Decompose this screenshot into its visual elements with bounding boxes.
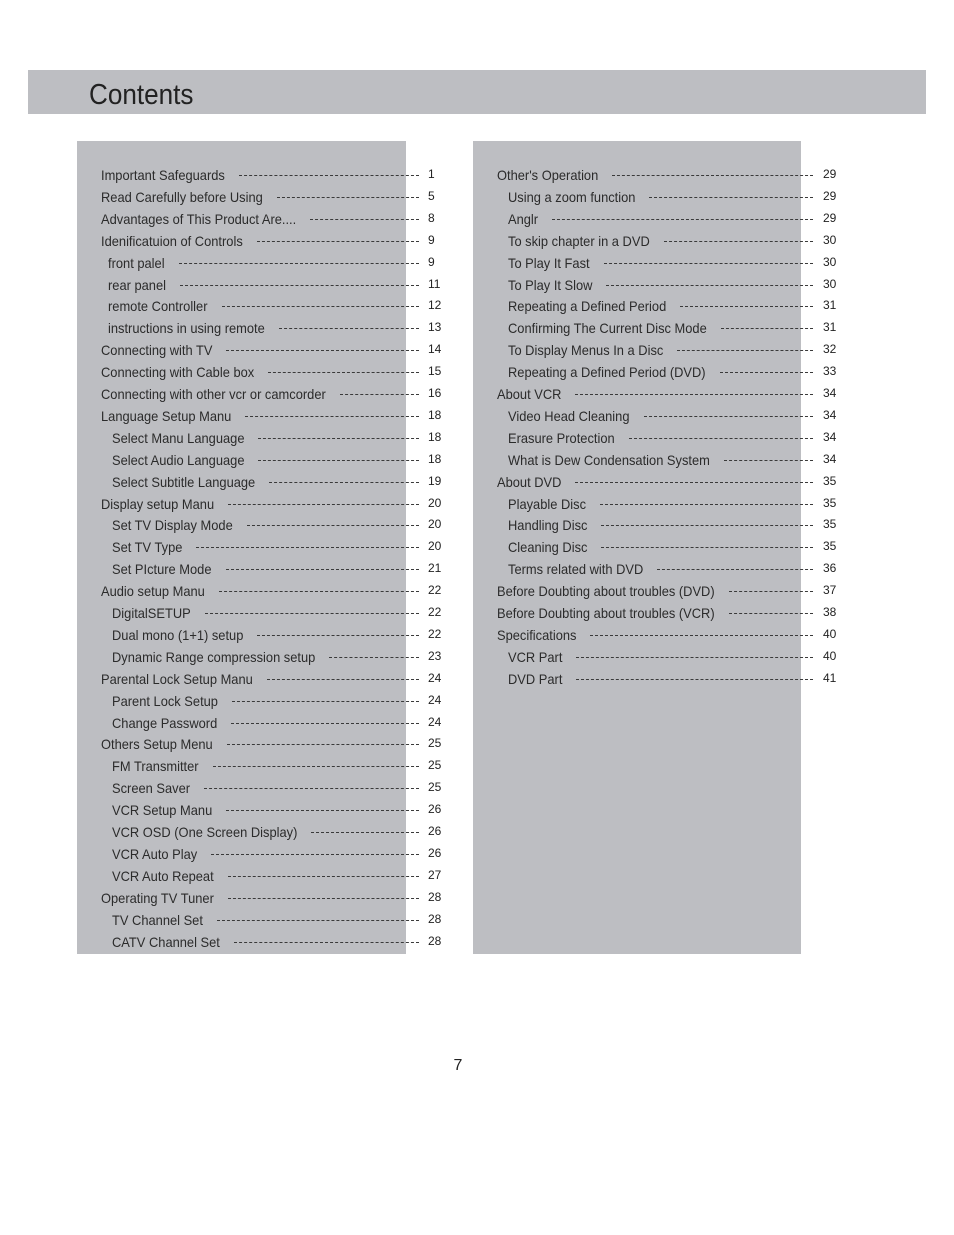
toc-entry-page: 29 <box>823 167 837 181</box>
toc-entry[interactable] <box>497 208 837 230</box>
toc-entry-page: 40 <box>823 626 837 641</box>
toc-entry-page: 38 <box>823 605 837 619</box>
toc-entry-page: 18 <box>428 407 442 422</box>
toc-entry[interactable] <box>101 427 442 449</box>
toc-entry-page: 28 <box>428 911 442 926</box>
toc-entry-page: 37 <box>823 583 837 598</box>
toc-entry[interactable] <box>101 493 442 515</box>
toc-entry-page: 11 <box>428 276 441 291</box>
toc-entry-title: VCR Auto Play <box>112 845 198 862</box>
toc-entry-page: 27 <box>428 867 442 882</box>
toc-entry-page: 36 <box>823 561 837 576</box>
toc-leader-dots <box>205 613 419 614</box>
toc-entry[interactable] <box>101 558 442 580</box>
toc-entry-title: Change Password <box>112 714 218 731</box>
toc-entry[interactable] <box>101 536 442 558</box>
toc-entry[interactable] <box>101 405 442 427</box>
toc-entry-page: 40 <box>823 648 837 663</box>
toc-entry-page: 30 <box>823 254 837 269</box>
toc-entry-page: 25 <box>428 736 442 751</box>
toc-entry[interactable] <box>497 602 837 624</box>
toc-leader-dots <box>629 438 813 439</box>
toc-entry-page: 26 <box>428 824 442 838</box>
toc-entry-title: Erasure Protection <box>508 429 615 446</box>
toc-entry-title: Set TV Type <box>112 539 183 556</box>
toc-leader-dots <box>258 438 419 439</box>
toc-leader-dots <box>213 766 419 767</box>
toc-leader-dots <box>196 547 419 548</box>
toc-entry-title: Select Audio Language <box>112 451 245 468</box>
toc-leader-dots <box>180 285 419 286</box>
toc-leader-dots <box>257 635 419 636</box>
page-title: Contents <box>89 79 194 111</box>
toc-entry-page: 24 <box>428 692 442 707</box>
toc-leader-dots <box>279 328 419 329</box>
toc-entry[interactable] <box>497 252 837 274</box>
toc-entry-title: To Display Menus In a Disc <box>508 342 664 359</box>
toc-entry-page: 13 <box>428 320 442 335</box>
toc-entry-page: 20 <box>428 517 442 532</box>
toc-entry[interactable] <box>101 449 442 471</box>
toc-entry[interactable] <box>497 493 837 515</box>
toc-entry[interactable] <box>101 208 435 230</box>
toc-entry-page: 35 <box>823 495 837 510</box>
toc-entry-title: Connecting with other vcr or camcorder <box>101 386 326 402</box>
toc-entry-page: 34 <box>823 407 837 422</box>
toc-leader-dots <box>226 350 419 351</box>
toc-entry[interactable] <box>497 471 837 493</box>
toc-entry[interactable] <box>101 339 442 361</box>
toc-entry-page: 29 <box>823 210 837 225</box>
toc-entry[interactable] <box>101 755 442 777</box>
toc-leader-dots <box>329 657 419 658</box>
toc-entry-page: 24 <box>428 714 442 729</box>
toc-entry[interactable] <box>497 339 837 361</box>
toc-entry[interactable] <box>101 624 442 646</box>
toc-leader-dots <box>204 788 419 789</box>
toc-entry-page: 18 <box>428 429 442 444</box>
toc-leader-dots <box>247 525 419 526</box>
toc-leader-dots <box>245 416 419 417</box>
toc-leader-dots <box>267 679 419 680</box>
toc-leader-dots <box>677 350 813 351</box>
toc-leader-dots <box>664 241 813 242</box>
toc-entry-page: 1 <box>428 167 435 181</box>
toc-entry[interactable] <box>101 668 442 690</box>
toc-entry-title: Audio setup Manu <box>101 583 205 600</box>
toc-entry-page: 35 <box>823 539 837 554</box>
toc-entry-page: 24 <box>428 670 442 685</box>
toc-entry-page: 8 <box>428 210 435 225</box>
toc-entry-title: CATV Channel Set <box>112 933 220 950</box>
toc-entry[interactable] <box>101 230 435 252</box>
toc-entry[interactable] <box>497 668 837 690</box>
toc-leader-dots <box>575 394 813 395</box>
toc-entry-title: Read Carefully before Using <box>101 188 263 205</box>
toc-leader-dots <box>680 306 813 307</box>
toc-leader-dots <box>269 482 419 483</box>
toc-leader-dots <box>310 219 419 220</box>
toc-leader-dots <box>231 723 419 724</box>
toc-entry[interactable] <box>497 317 837 339</box>
toc-entry-title: Screen Saver <box>112 780 191 797</box>
toc-entry[interactable] <box>497 558 837 580</box>
toc-entry-page: 41 <box>823 670 837 685</box>
toc-entry-title: About DVD <box>497 473 562 490</box>
toc-entry-title: Others Setup Menu <box>101 736 213 753</box>
toc-entry-page: 22 <box>428 605 442 619</box>
toc-entry-title: remote Controller <box>108 298 208 315</box>
page-number: 7 <box>453 1057 463 1074</box>
toc-entry[interactable] <box>101 821 442 843</box>
toc-leader-dots <box>606 285 813 286</box>
toc-entry[interactable] <box>497 580 837 602</box>
toc-entry-title: Dynamic Range compression setup <box>112 648 316 665</box>
toc-entry-title: Operating TV Tuner <box>101 889 214 906</box>
toc-leader-dots <box>226 810 419 811</box>
toc-entry[interactable] <box>101 295 442 317</box>
toc-entry[interactable] <box>497 646 837 668</box>
toc-entry[interactable] <box>497 427 837 449</box>
toc-leader-dots <box>222 306 419 307</box>
toc-entry-title: Connecting with Cable box <box>101 364 255 381</box>
toc-entry-title: What is Dew Condensation System <box>508 451 710 468</box>
toc-entry[interactable] <box>101 471 442 493</box>
toc-entry-page: 31 <box>823 298 837 313</box>
toc-leader-dots <box>239 175 419 176</box>
toc-entry-page: 29 <box>823 188 837 203</box>
toc-entry-page: 9 <box>428 254 435 269</box>
toc-entry-title: Idenificatuion of Controls <box>101 232 243 249</box>
toc-entry[interactable] <box>101 580 442 602</box>
toc-entry-title: Other's Operation <box>497 167 599 183</box>
toc-leader-dots <box>340 394 419 395</box>
toc-entry-title: About VCR <box>497 386 562 402</box>
toc-leader-dots <box>228 898 419 899</box>
toc-entry-page: 21 <box>428 561 442 576</box>
toc-entry-title: VCR Setup Manu <box>112 802 213 819</box>
toc-entry-page: 16 <box>428 386 442 400</box>
toc-entry-page: 34 <box>823 451 837 466</box>
toc-leader-dots <box>268 372 419 373</box>
toc-entry[interactable] <box>497 230 837 252</box>
toc-entry-title: Connecting with TV <box>101 342 213 359</box>
toc-entry-page: 34 <box>823 386 837 400</box>
toc-entry-page: 15 <box>428 364 442 379</box>
toc-entry-title: Anglr <box>508 210 539 227</box>
toc-entry-page: 26 <box>428 845 442 860</box>
toc-entry-page: 18 <box>428 451 442 466</box>
toc-entry[interactable] <box>101 843 442 865</box>
toc-leader-dots <box>311 832 419 833</box>
toc-entry[interactable] <box>101 164 435 186</box>
toc-entry[interactable] <box>101 317 442 339</box>
toc-leader-dots <box>258 460 419 461</box>
toc-entry[interactable] <box>101 646 442 668</box>
toc-entry-title: VCR Auto Repeat <box>112 867 214 884</box>
toc-leader-dots <box>232 701 419 702</box>
toc-entry[interactable] <box>497 295 837 317</box>
toc-leader-dots <box>576 657 813 658</box>
toc-entry-title: rear panel <box>108 276 167 293</box>
toc-entry[interactable] <box>497 361 837 383</box>
toc-leader-dots <box>228 876 419 877</box>
toc-entry-title: Confirming The Current Disc Mode <box>508 320 707 337</box>
toc-entry-title: Playable Disc <box>508 495 587 512</box>
toc-entry-page: 31 <box>823 320 837 335</box>
toc-leader-dots <box>590 635 813 636</box>
toc-entry-title: Handling Disc <box>508 517 588 534</box>
toc-entry[interactable] <box>101 361 442 383</box>
toc-entry[interactable] <box>101 186 435 208</box>
toc-entry-page: 14 <box>428 342 442 357</box>
toc-entry-page: 25 <box>428 758 442 773</box>
toc-entry[interactable] <box>101 777 442 799</box>
toc-entry[interactable] <box>497 383 837 405</box>
toc-entry[interactable] <box>101 383 442 405</box>
toc-leader-dots <box>612 175 813 176</box>
toc-leader-dots <box>601 525 813 526</box>
toc-leader-dots <box>720 372 813 373</box>
toc-entry-page: 5 <box>428 188 435 203</box>
toc-entry[interactable] <box>497 164 837 186</box>
toc-entry-title: VCR OSD (One Screen Display) <box>112 824 298 840</box>
toc-leader-dots <box>228 504 419 505</box>
toc-entry-title: Using a zoom function <box>508 188 636 205</box>
toc-entry-title: Select Manu Language <box>112 429 245 446</box>
toc-leader-dots <box>179 263 419 264</box>
toc-leader-dots <box>601 547 813 548</box>
toc-entry-page: 22 <box>428 626 442 641</box>
toc-entry-title: Repeating a Defined Period <box>508 298 667 315</box>
toc-entry[interactable] <box>101 252 435 274</box>
toc-leader-dots <box>576 679 813 680</box>
toc-entry-page: 25 <box>428 780 442 795</box>
toc-entry-title: Advantages of This Product Are.... <box>101 210 297 227</box>
toc-entry-page: 35 <box>823 517 837 532</box>
toc-entry-title: Select Subtitle Language <box>112 473 256 490</box>
toc-entry-page: 30 <box>823 276 837 291</box>
toc-entry[interactable] <box>101 799 442 821</box>
toc-entry-title: VCR Part <box>508 648 563 665</box>
toc-entry[interactable] <box>101 514 442 536</box>
toc-leader-dots <box>657 569 813 570</box>
toc-entry-title: Video Head Cleaning <box>508 407 630 424</box>
toc-entry-page: 33 <box>823 364 837 379</box>
toc-leader-dots <box>226 569 419 570</box>
toc-leader-dots <box>724 460 813 461</box>
toc-leader-dots <box>217 920 419 921</box>
toc-entry-page: 20 <box>428 495 442 510</box>
toc-entry-title: Before Doubting about troubles (DVD) <box>497 583 715 600</box>
toc-leader-dots <box>234 942 419 943</box>
toc-entry-title: Before Doubting about troubles (VCR) <box>497 605 715 621</box>
toc-entry[interactable] <box>101 712 442 734</box>
toc-entry-page: 28 <box>428 933 442 948</box>
toc-leader-dots <box>729 613 813 614</box>
toc-entry-page: 22 <box>428 583 442 598</box>
toc-leader-dots <box>277 197 419 198</box>
toc-leader-dots <box>257 241 419 242</box>
toc-leader-dots <box>729 591 813 592</box>
toc-entry-title: FM Transmitter <box>112 758 199 775</box>
toc-entry[interactable] <box>101 733 442 755</box>
toc-entry-title: Display setup Manu <box>101 495 215 512</box>
toc-entry-title: Parent Lock Setup <box>112 692 218 709</box>
toc-entry-title: DVD Part <box>508 670 563 687</box>
toc-entry-title: Set TV Display Mode <box>112 517 233 534</box>
toc-leader-dots <box>600 504 813 505</box>
toc-entry-page: 20 <box>428 539 442 554</box>
toc-entry[interactable] <box>497 274 837 296</box>
toc-entry[interactable] <box>101 909 442 931</box>
toc-entry-title: Set PIcture Mode <box>112 561 212 578</box>
toc-entry[interactable] <box>101 274 441 296</box>
toc-leader-dots <box>552 219 813 220</box>
toc-entry[interactable] <box>497 449 837 471</box>
toc-leader-dots <box>219 591 419 592</box>
toc-entry-page: 19 <box>428 473 442 488</box>
toc-entry[interactable] <box>497 405 837 427</box>
toc-entry-title: To skip chapter in a DVD <box>508 232 650 249</box>
toc-entry[interactable] <box>101 602 442 624</box>
toc-entry-title: To Play It Fast <box>508 254 590 271</box>
toc-leader-dots <box>227 744 419 745</box>
toc-entry-title: Parental Lock Setup Manu <box>101 670 253 687</box>
toc-leader-dots <box>604 263 813 264</box>
toc-entry[interactable] <box>101 931 442 953</box>
toc-leader-dots <box>721 328 813 329</box>
toc-entry[interactable] <box>497 514 837 536</box>
toc-entry-title: Terms related with DVD <box>508 561 644 578</box>
toc-leader-dots <box>644 416 813 417</box>
toc-entry-title: DigitalSETUP <box>112 605 191 621</box>
toc-entry-page: 23 <box>428 648 442 663</box>
toc-entry-title: Important Safeguards <box>101 167 225 183</box>
toc-entry[interactable] <box>101 865 442 887</box>
toc-leader-dots <box>649 197 813 198</box>
toc-entry[interactable] <box>101 887 442 909</box>
toc-entry-page: 28 <box>428 889 442 904</box>
toc-entry-title: Dual mono (1+1) setup <box>112 626 244 643</box>
toc-leader-dots <box>575 482 813 483</box>
toc-entry-title: Repeating a Defined Period (DVD) <box>508 364 706 381</box>
toc-entry-page: 32 <box>823 342 837 357</box>
toc-entry-page: 12 <box>428 298 442 313</box>
toc-entry-page: 34 <box>823 429 837 444</box>
toc-entry-page: 35 <box>823 473 837 488</box>
toc-entry-page: 9 <box>428 232 435 247</box>
toc-entry-title: Specifications <box>497 626 577 643</box>
toc-leader-dots <box>211 854 419 855</box>
toc-entry-title: front palel <box>108 254 165 271</box>
toc-entry[interactable] <box>101 690 442 712</box>
toc-entry-title: To Play It Slow <box>508 276 593 293</box>
toc-entry-title: Cleaning Disc <box>508 539 588 556</box>
toc-entry-title: instructions in using remote <box>108 320 265 337</box>
toc-entry-page: 30 <box>823 232 837 247</box>
toc-entry-page: 26 <box>428 802 442 817</box>
toc-entry[interactable] <box>497 186 837 208</box>
toc-entry-title: TV Channel Set <box>112 911 203 928</box>
header-bar <box>28 70 926 114</box>
toc-entry-title: Language Setup Manu <box>101 407 232 424</box>
toc-entry[interactable] <box>497 536 837 558</box>
toc-entry[interactable] <box>497 624 837 646</box>
